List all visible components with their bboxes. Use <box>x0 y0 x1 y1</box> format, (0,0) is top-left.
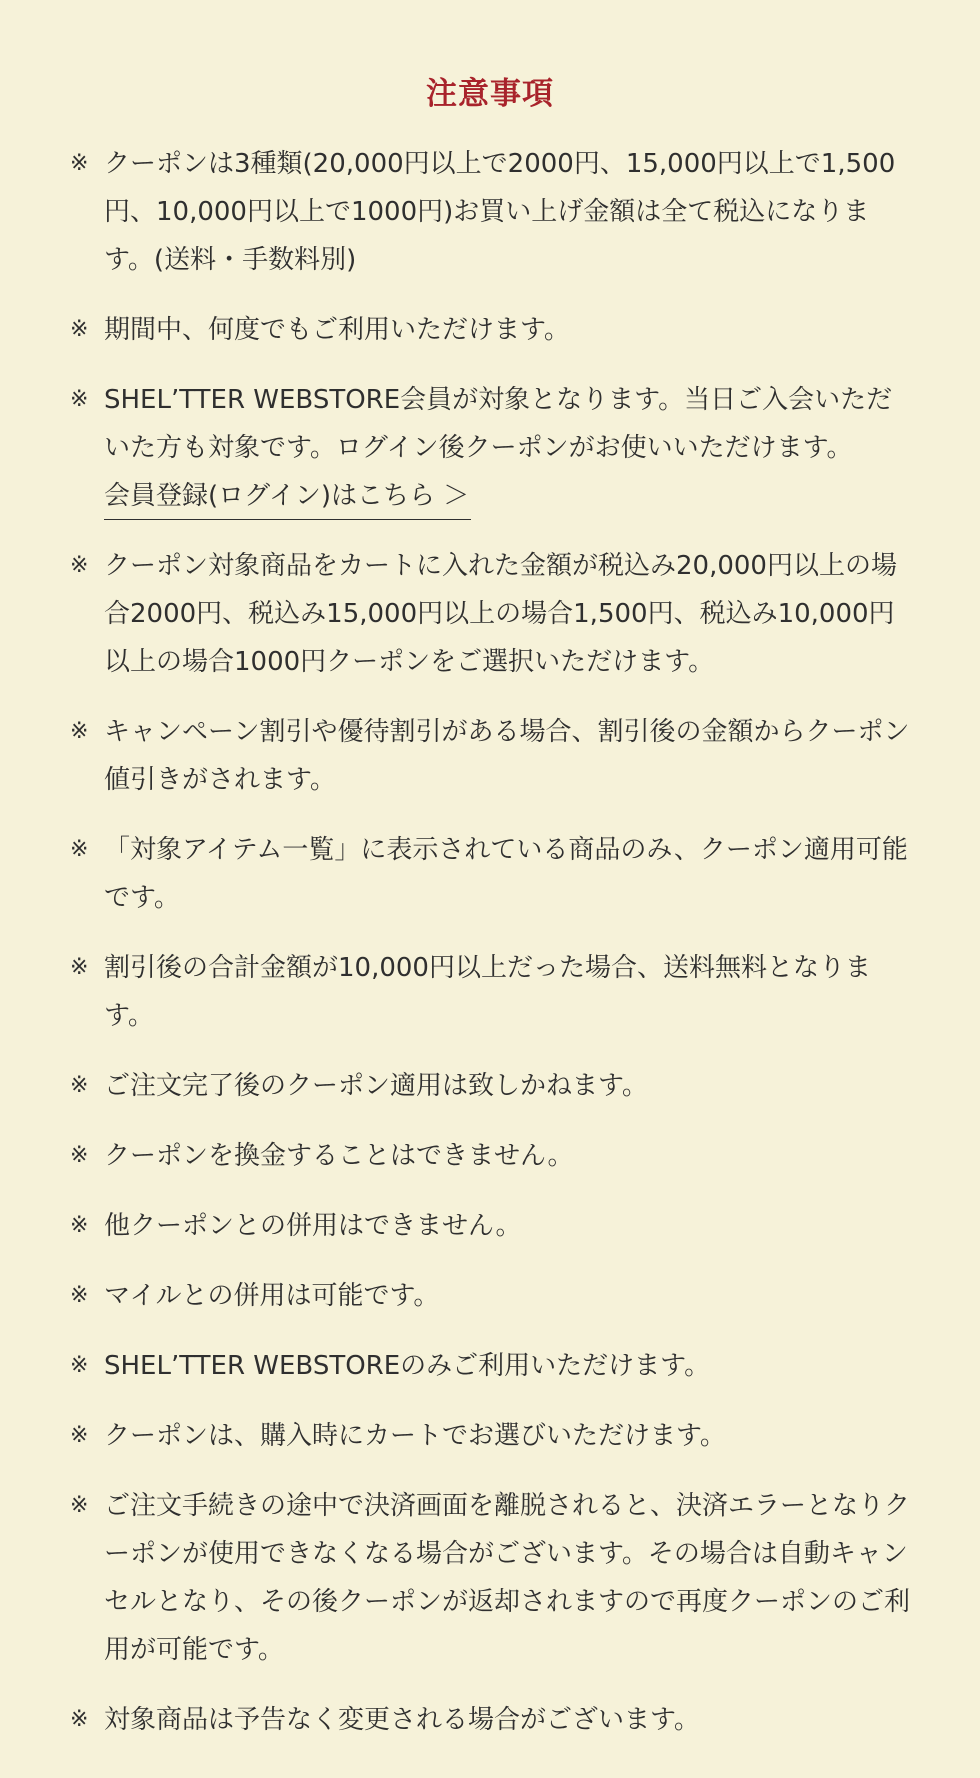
notice-text: マイルとの併用は可能です。 <box>104 1281 440 1311</box>
notice-item <box>0 376 980 520</box>
notice-text: キャンペーン割引や優待割引がある場合、割引後の金額からクーポン値引きがされます。 <box>104 717 910 795</box>
notice-list <box>0 140 980 1744</box>
notice-text: 「対象アイテム一覧」に表示されている商品のみ、クーポン適用可能です。 <box>104 835 908 913</box>
note-mark: ※ <box>70 1493 89 1518</box>
notice-item <box>0 1482 980 1674</box>
notice-item <box>0 306 980 354</box>
note-mark: ※ <box>70 317 89 342</box>
notice-item <box>0 708 980 804</box>
notice-item <box>0 1202 980 1250</box>
note-mark: ※ <box>70 955 89 980</box>
notice-text: SHEL’TTER WEBSTORE会員が対象となります。当日ご入会いただいた方も対象です。ログイン後クーポンがお使いいただけます。 <box>104 385 893 463</box>
note-mark: ※ <box>70 1143 89 1168</box>
notice-item <box>0 826 980 922</box>
notice-text: クーポンは、購入時にカートでお選びいただけます。 <box>104 1421 726 1451</box>
notice-text: ご注文手続きの途中で決済画面を離脱されると、決済エラーとなりクーポンが使用できなくなる場合がございます。その場合は自動キャンセルとなり、その後クーポンが返却されますので再度クーポンのご利用が可能です。 <box>104 1491 911 1665</box>
page-title: 注意事項 <box>426 76 554 112</box>
notice-item <box>0 1062 980 1110</box>
notice-text: クーポン対象商品をカートに入れた金額が税込み20,000円以上の場合2000円、税込み15,000円以上の場合1,500円、税込み10,000円以上の場合1000円クーポンをご選択いただけます。 <box>104 551 897 677</box>
note-mark: ※ <box>70 1283 89 1308</box>
note-mark: ※ <box>70 151 89 176</box>
notice-item <box>0 140 980 284</box>
notice-text: クーポンは3種類(20,000円以上で2000円、15,000円以上で1,500円、10,000円以上で1000円)お買い上げ金額は全て税込になります。(送料・手数料別) <box>104 149 896 275</box>
member-register-link[interactable]: 会員登録(ログイン)はこちら ＞ <box>104 473 471 520</box>
notice-text: ご注文完了後のクーポン適用は致しかねます。 <box>104 1071 648 1101</box>
notice-text: 他クーポンとの併用はできません。 <box>104 1211 522 1241</box>
notice-item <box>0 542 980 686</box>
notice-item <box>0 1132 980 1180</box>
notice-text: 期間中、何度でもご利用いただけます。 <box>104 315 570 345</box>
notice-text: クーポンを換金することはできません。 <box>104 1141 574 1171</box>
note-mark: ※ <box>70 1423 89 1448</box>
notice-item <box>0 1412 980 1460</box>
notice-text: 割引後の合計金額が10,000円以上だった場合、送料無料となります。 <box>104 953 871 1031</box>
notice-item <box>0 1342 980 1390</box>
note-mark: ※ <box>70 1707 89 1732</box>
notice-text: SHEL’TTER WEBSTOREのみご利用いただけます。 <box>104 1351 711 1381</box>
notice-item <box>0 944 980 1040</box>
note-mark: ※ <box>70 1353 89 1378</box>
note-mark: ※ <box>70 387 89 412</box>
notice-text: 対象商品は予告なく変更される場合がございます。 <box>104 1705 700 1735</box>
note-mark: ※ <box>70 837 89 862</box>
notice-item <box>0 1272 980 1320</box>
note-mark: ※ <box>70 1213 89 1238</box>
note-mark: ※ <box>70 553 89 578</box>
note-mark: ※ <box>70 1073 89 1098</box>
notice-item <box>0 1696 980 1744</box>
note-mark: ※ <box>70 719 89 744</box>
